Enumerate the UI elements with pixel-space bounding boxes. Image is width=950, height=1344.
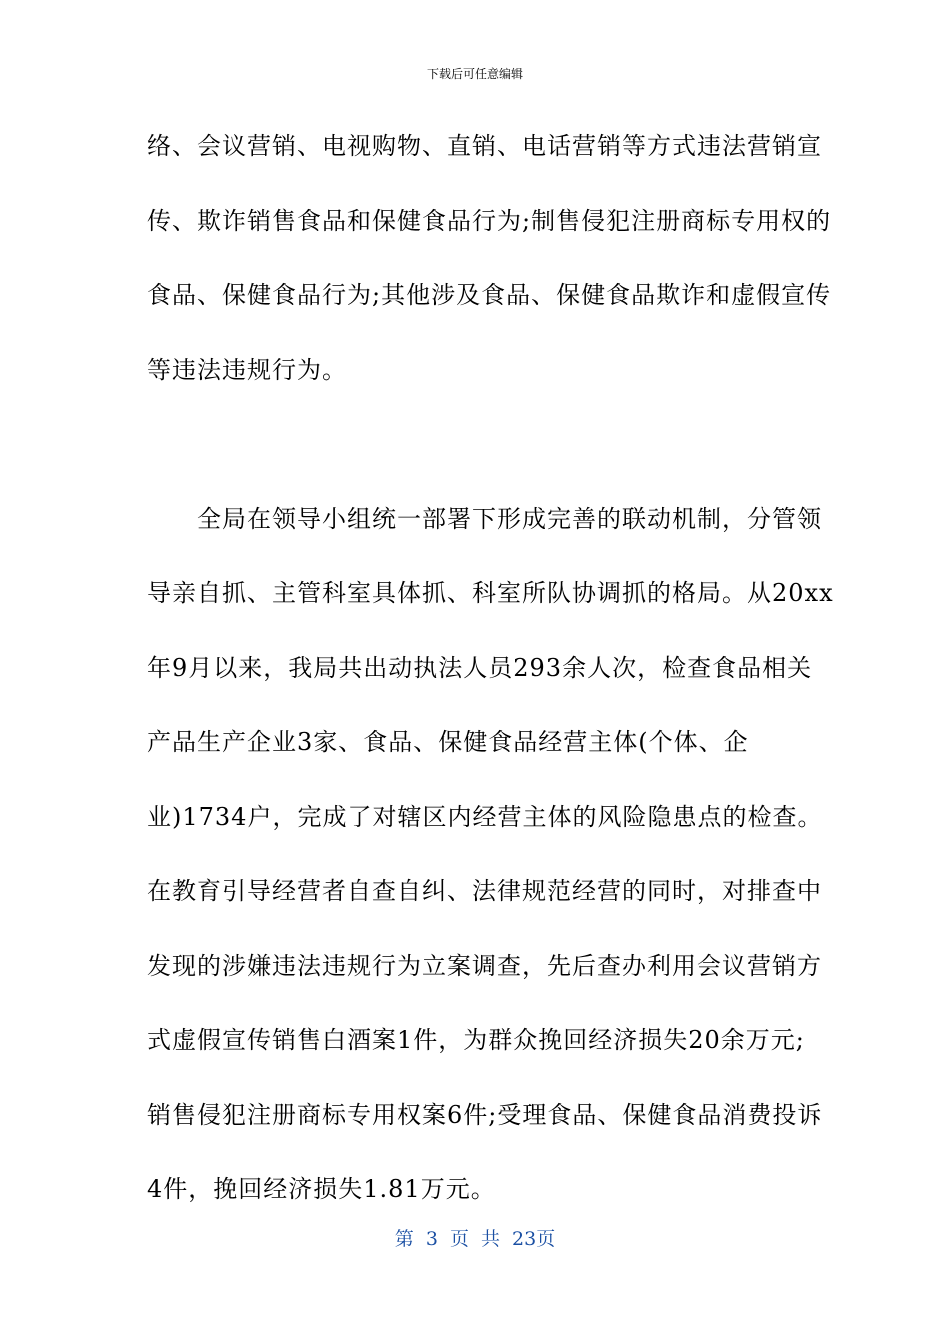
- body-line: 全局在领导小组统一部署下形成完善的联动机制，分管领: [147, 504, 822, 533]
- body-line: 年9月以来，我局共出动执法人员293余人次，检查食品相关: [147, 653, 813, 682]
- body-line: 导亲自抓、主管科室具体抓、科室所队协调抓的格局。从20xx: [147, 579, 834, 607]
- page-header: 下载后可任意编辑: [426, 67, 523, 81]
- body-line: 4件，挽回经济损失1.81万元。: [147, 1175, 496, 1203]
- page-number-footer: 第 3 页 共 23页: [394, 1228, 556, 1250]
- body-line: 在教育引导经营者自查自纠、法律规范经营的同时，对排查中: [147, 877, 822, 905]
- body-line: 络、会议营销、电视购物、直销、电话营销等方式违法营销宣: [147, 132, 822, 160]
- body-line: 式虚假宣传销售白酒案1件，为群众挽回经济损失20余万元;: [147, 1026, 805, 1054]
- body-line: 业)1734户，完成了对辖区内经营主体的风险隐患点的检查。: [147, 802, 823, 831]
- body-line: 销售侵犯注册商标专用权案6件;受理食品、保健食品消费投诉: [147, 1100, 823, 1129]
- body-line: 发现的涉嫌违法违规行为立案调查，先后查办利用会议营销方: [147, 951, 822, 980]
- body-line: 食品、保健食品行为;其他涉及食品、保健食品欺诈和虚假宣传: [147, 281, 832, 309]
- body-line: 传、欺诈销售食品和保健食品行为;制售侵犯注册商标专用权的: [147, 206, 832, 235]
- body-line: 产品生产企业3家、食品、保健食品经营主体(个体、企: [147, 728, 749, 756]
- document-body: [147, 126, 834, 1244]
- body-line-blank: [147, 424, 807, 499]
- body-line: 等违法违规行为。: [147, 355, 347, 384]
